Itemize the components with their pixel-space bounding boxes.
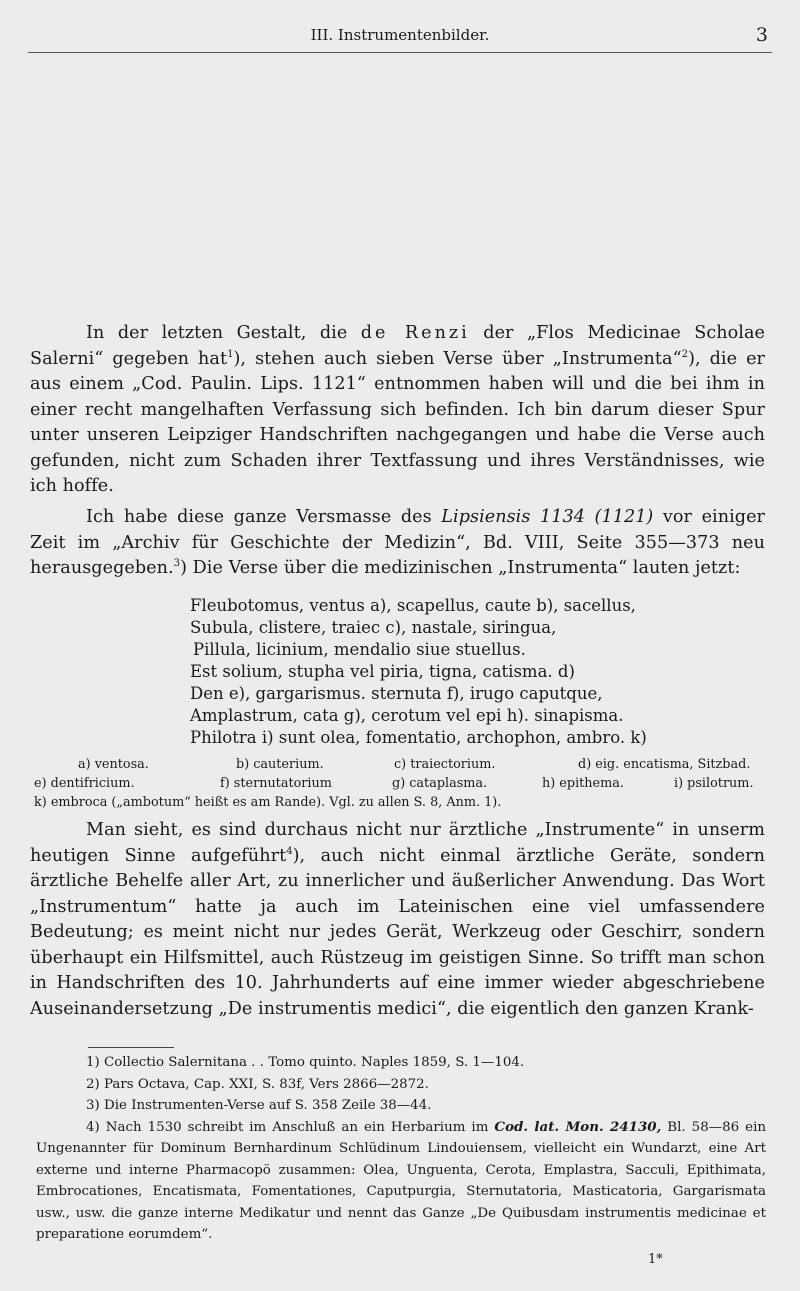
- footnote-4-text-b: Bl. 58—86 ein Ungenannter für Dominum Bernhardinum Schlüdinum Lindouiensem, vielleicht ein Wundarzt, eine Art externe und interne Pharmacopö zusammen: Olea, Unguenta, Cerota, Emplastra, Sacculi, Epithimata, Embrocationes, Encatismata, Fomentationes, Caputpurgia, Sternutatoria, Masticatoria, Gargarismata usw., usw. die ganze interne Medikatur und nennt das Ganze „De Quibusdam instrumentis medicinae et preparatione eorumdem“.: [36, 1119, 766, 1242]
- footnote-ref-1: 1: [227, 348, 234, 360]
- verse-note: c) traiectorium.: [394, 757, 496, 772]
- manuscript-title: Lipsiensis 1134 (1121): [441, 507, 654, 527]
- verse-line: Est solium, stupha vel piria, tigna, catisma. d): [190, 662, 575, 681]
- paragraph-1-text-a: In der letzten Gestalt, die: [86, 323, 361, 343]
- paragraph-2-text-a: Ich habe diese ganze Versmasse des: [86, 507, 442, 527]
- verse-line: Subula, clistere, traiec c), nastale, siringua,: [190, 618, 557, 637]
- page-number: 3: [755, 24, 768, 46]
- paragraph-3-text-b: ), auch nicht einmal ärztliche Geräte, sondern ärztliche Behelfe aller Art, zu innerlicher und äußerlicher Anwendung. Das Wort „Instrumentum“ hatte ja auch im Lateinischen eine viel umfassendere Bedeutung; es meint nicht nur jedes Gerät, Werkzeug oder Geschirr, sondern überhaupt ein Hilfsmittel, auch Rüstzeug im geistigen Sinne. So trifft man schon in Handschriften des 10. Jahrhunderts auf eine immer wieder abgeschriebene Auseinandersetzung „De instrumentis medici“, die eigentlich den ganzen Krank-: [30, 845, 765, 1019]
- verse-note: b) cauterium.: [236, 757, 324, 772]
- paragraph-2: [30, 505, 765, 582]
- verse-line: Den e), gargarismus. sternuta f), irugo caputque,: [190, 684, 603, 703]
- verse-notes-row-1: [34, 755, 766, 774]
- verse-notes: [34, 755, 766, 812]
- paragraph-3: [30, 818, 765, 1022]
- footnote-2: 2) Pars Octava, Cap. XXI, S. 83f, Vers 2866—2872.: [86, 1076, 429, 1092]
- paragraph-1: [30, 321, 765, 500]
- verse-line: Fleubotomus, ventus a), scapellus, caute b), sacellus,: [190, 596, 636, 615]
- running-header: [30, 26, 770, 50]
- sheet-signature: 1*: [648, 1252, 663, 1267]
- footnote-1: 1) Collectio Salernitana . . Tomo quinto. Naples 1859, S. 1—104.: [86, 1055, 525, 1070]
- verse-note: k) embroca („ambotum“ heißt es am Rande). Vgl. zu allen S. 8, Anm. 1).: [34, 795, 502, 810]
- paragraph-3-text-a: Man sieht, es sind durchaus nicht nur ärztliche „Instrumente“ in unserm heutigen Sinne aufgeführt: [30, 820, 765, 866]
- verse-note: h) epithema.: [542, 776, 624, 791]
- verse-line: Amplastrum, cata g), cerotum vel epi h). sinapisma.: [190, 706, 624, 725]
- verse-notes-row-3: [34, 793, 766, 812]
- header-rule: [28, 52, 772, 53]
- verse-line: Pillula, licinium, mendalio siue stuellus.: [193, 640, 526, 659]
- verse-block: [190, 595, 710, 749]
- verse-note: g) cataplasma.: [392, 776, 488, 791]
- verse-line: Philotra i) sunt olea, fomentatio, archophon, ambro. k): [190, 728, 647, 747]
- author-name: de Renzi: [360, 323, 470, 343]
- verse-notes-row-2: [34, 774, 766, 793]
- verse-note: d) eig. encatisma, Sitzbad.: [578, 757, 751, 772]
- verse-note: f) sternutatorium: [220, 776, 332, 791]
- codex-reference: Cod. lat. Mon. 24130,: [494, 1118, 662, 1135]
- verse-note: a) ventosa.: [78, 757, 149, 772]
- footnote-ref-3: 3: [173, 558, 181, 570]
- footnotes: [36, 1052, 766, 1246]
- header-title: III. Instrumentenbilder.: [310, 26, 490, 44]
- footnote-4-text-a: 4) Nach 1530 schreibt im Anschluß an ein Herbarium im: [86, 1119, 495, 1135]
- footnote-ref-4: 4: [286, 845, 293, 857]
- paragraph-2-text-c: ) Die Verse über die medizinischen „Instrumenta“ lauten jetzt:: [180, 558, 741, 578]
- footnote-4: [36, 1117, 766, 1246]
- paragraph-1-text-c: ), stehen auch sieben Verse über „Instrumenta“: [233, 348, 682, 369]
- paragraph-1-text-b: der „Flos Medicinae Scholae Salerni“ gegeben hat: [30, 323, 765, 369]
- verse-note: e) dentifricium.: [34, 776, 135, 791]
- footnote-3: 3) Die Instrumenten-Verse auf S. 358 Zeile 38—44.: [86, 1098, 432, 1113]
- paragraph-2-text-b: vor einiger Zeit im „Archiv für Geschichte der Medizin“, Bd. VIII, Seite 355—373 neu herausgegeben.: [30, 507, 766, 578]
- footnote-ref-2: 2: [681, 348, 689, 360]
- verse-note: i) psilotrum.: [674, 776, 754, 791]
- paragraph-1-text-d: ), die er aus einem „Cod. Paulin. Lips. 1121“ entnommen haben will und die bei ihm in einer recht mangelhaften Verfassung sich befinden. Ich bin darum dieser Spur unter unseren Leipziger Handschriften nachgegangen und habe die Verse auch gefunden, nicht zum Schaden ihrer Textfassung und ihres Verständnisses, wie ich hoffe.: [30, 348, 765, 496]
- footnote-rule: [88, 1047, 174, 1048]
